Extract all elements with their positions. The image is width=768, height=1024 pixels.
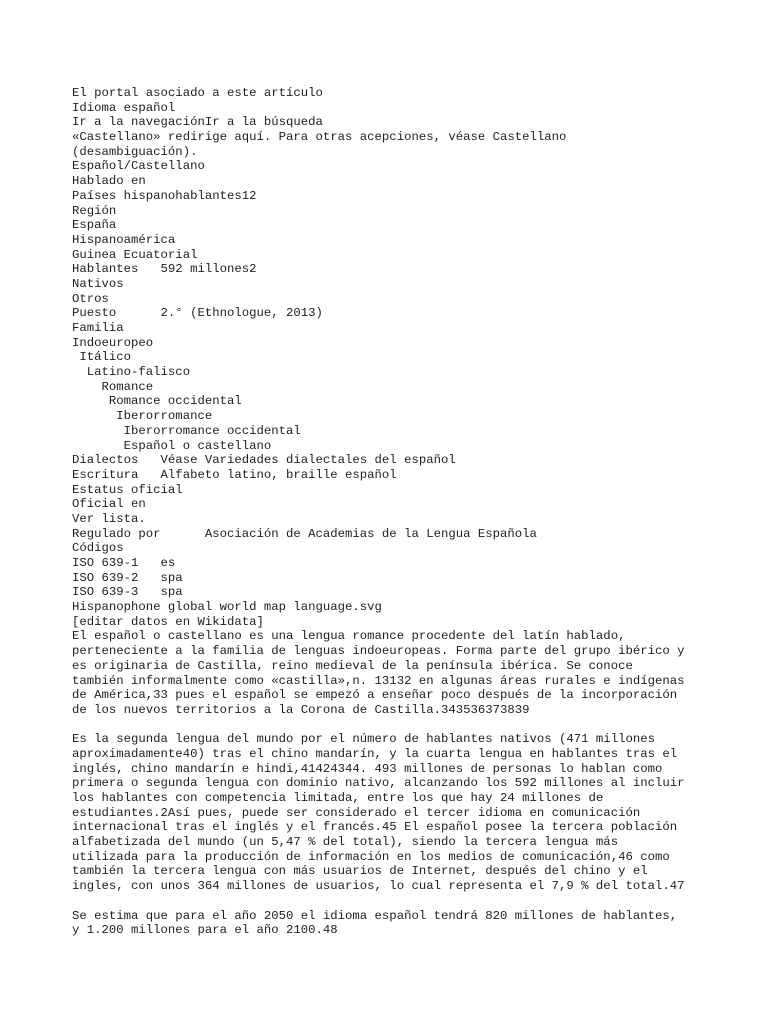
paragraph-line: y 1.200 millones para el año 2100.48 xyxy=(72,923,338,938)
text-line: también informalmente como «castilla»,n. 13132 en algunas áreas rurales e indígenas xyxy=(72,673,685,688)
text-line: Ver lista. xyxy=(72,511,146,526)
document-body xyxy=(72,86,712,938)
paragraph-line: Es la segunda lengua del mundo por el número de hablantes nativos (471 millones xyxy=(72,732,655,747)
text-line: El portal asociado a este artículo xyxy=(72,86,323,100)
paragraph-line: aproximadamente40) tras el chino mandarín, y la cuarta lengua en hablantes tras el xyxy=(72,746,678,761)
text-line: Latino-falisco xyxy=(72,365,191,380)
paragraph-line: ingles, con unos 364 millones de usuarios, lo cual representa el 7,9 % del total.47 xyxy=(72,879,685,894)
text-line: ISO 639-3 spa xyxy=(72,585,183,600)
text-line: Romance occidental xyxy=(72,394,242,409)
text-line: Oficial en xyxy=(72,497,146,512)
text-line: Ir a la navegaciónIr a la búsqueda xyxy=(72,115,323,130)
text-line: ISO 639-1 es xyxy=(72,556,176,570)
text-line: Regulado por Asociación de Academias de la Lengua Española xyxy=(72,526,537,541)
text-line: Español/Castellano xyxy=(72,159,205,174)
text-line: es originaria de Castilla, reino medieval de la península ibérica. Se conoce xyxy=(72,658,633,673)
text-line: Estatus oficial xyxy=(72,482,183,497)
text-line: «Castellano» redirige aquí. Para otras acepciones, véase Castellano xyxy=(72,130,567,145)
text-line: Hispanophone global world map language.svg xyxy=(72,600,382,615)
text-line: Hablantes 592 millones2 xyxy=(72,262,257,277)
text-line: Otros xyxy=(72,291,109,306)
text-line: Región xyxy=(72,203,117,218)
text-line: Dialectos Véase Variedades dialectales del español xyxy=(72,453,456,468)
paragraph-line: también la tercera lengua con más usuarios de Internet, después del chino y el xyxy=(72,864,648,879)
text-line: de los nuevos territorios a la Corona de Castilla.343536373839 xyxy=(72,702,530,717)
text-line: Escritura Alfabeto latino, braille español xyxy=(72,467,397,482)
text-line: España xyxy=(72,218,117,233)
paragraph-line: estudiantes.2Así pues, puede ser considerado el tercer idioma en comunicación xyxy=(72,805,641,820)
text-line: Puesto 2.° (Ethnologue, 2013) xyxy=(72,306,323,321)
text-line: Países hispanohablantes12 xyxy=(72,188,257,203)
paragraph-line: inglés, chino mandarín e hindi,41424344. 493 millones de personas lo hablan como xyxy=(72,761,663,776)
text-line: perteneciente a la familia de lenguas indoeuropeas. Forma parte del grupo ibérico y xyxy=(72,644,685,659)
text-line: Romance xyxy=(72,379,154,394)
text-line: ISO 639-2 spa xyxy=(72,570,183,585)
paragraph-line: alfabetizada del mundo (un 5,47 % del total), siendo la tercera lengua más xyxy=(72,835,619,850)
text-line: Itálico xyxy=(72,350,132,365)
text-line: (desambiguación). xyxy=(72,144,198,159)
text-line: [editar datos en Wikidata] xyxy=(72,614,264,629)
text-line: Códigos xyxy=(72,541,124,556)
text-line: Iberorromance occidental xyxy=(72,423,301,438)
text-line: Español o castellano xyxy=(72,438,272,453)
text-line: Iberorromance xyxy=(72,409,213,424)
text-line: Guinea Ecuatorial xyxy=(72,247,198,262)
paragraph-projection xyxy=(72,909,712,938)
text-line: Familia xyxy=(72,321,124,335)
paragraph-line: internacional tras el inglés y el francés.45 El español posee la tercera población xyxy=(72,820,678,835)
paragraph-line: Se estima que para el año 2050 el idioma español tendrá 820 millones de hablantes, xyxy=(72,908,678,923)
text-line: Nativos xyxy=(72,276,124,291)
paragraph-line: los hablantes con competencia limitada, entre los que hay 24 millones de xyxy=(72,791,604,805)
text-line: Idioma español xyxy=(72,100,176,115)
text-line: El español o castellano es una lengua romance procedente del latín hablado, xyxy=(72,629,626,644)
paragraph-speakers xyxy=(72,732,712,894)
text-line: Hispanoamérica xyxy=(72,232,176,247)
text-line: de América,33 pues el español se empezó a enseñar poco después de la incorporación xyxy=(72,688,678,703)
paragraph-line: utilizada para la producción de información en los medios de comunicación,46 como xyxy=(72,849,670,864)
text-line: Hablado en xyxy=(72,174,146,189)
text-line: Indoeuropeo xyxy=(72,335,154,350)
paragraph-line: primera o segunda lengua con dominio nativo, alcanzando los 592 millones al incluir xyxy=(72,776,685,791)
infobox-and-intro xyxy=(72,86,712,718)
